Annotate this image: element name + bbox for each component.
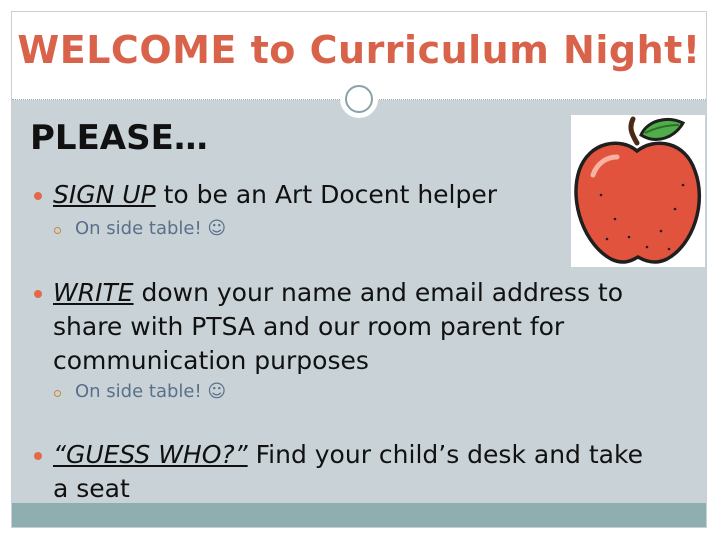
- bullet-text: Find your child’s desk and take: [247, 440, 643, 469]
- sub-bullet-ring: [54, 390, 61, 397]
- bullet-emphasis: WRITE: [53, 278, 134, 307]
- sub-bullet-text: On side table! ☺: [75, 381, 227, 402]
- bullet-text: to be an Art Docent helper: [155, 180, 498, 209]
- bullet-line: [53, 278, 623, 307]
- bullet-line-continued: communication purposes: [53, 346, 369, 375]
- apple-illustration: [571, 115, 705, 267]
- bottom-band: [12, 503, 706, 527]
- bullet-dot: [34, 290, 42, 298]
- circle-ornament-icon: [340, 80, 378, 118]
- please-heading: PLEASE…: [30, 118, 208, 158]
- bullet-dot: [34, 452, 42, 460]
- bullet-emphasis: SIGN UP: [53, 180, 156, 209]
- bullet-text: down your name and email address to: [133, 278, 624, 307]
- bullet-emphasis: “GUESS WHO?”: [53, 440, 248, 469]
- bullet-line-continued: share with PTSA and our room parent for: [53, 312, 565, 341]
- bullet-dot: [34, 192, 42, 200]
- apple-icon: [571, 115, 705, 267]
- slide-title: WELCOME to Curriculum Night!: [17, 28, 701, 72]
- bullet-line: [53, 440, 643, 469]
- bullet-line-continued: a seat: [53, 474, 130, 503]
- sub-bullet-text: On side table! ☺: [75, 218, 227, 239]
- sub-bullet-ring: [54, 227, 61, 234]
- bullet-line: [53, 180, 497, 209]
